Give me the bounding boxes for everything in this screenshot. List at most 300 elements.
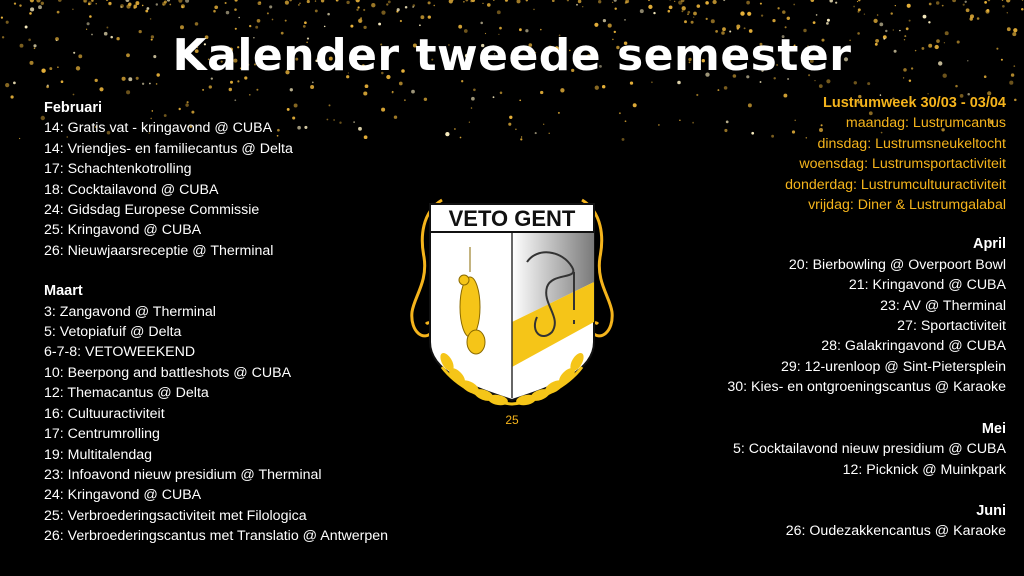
confetti-dot [760, 3, 762, 5]
confetti-dot [640, 9, 644, 13]
confetti-dot [420, 15, 424, 19]
month-heading: Juni [976, 502, 1006, 519]
crest-number-text: 25 [505, 413, 519, 427]
confetti-dot [816, 14, 818, 16]
confetti-dot [826, 22, 829, 25]
confetti-dot [625, 120, 627, 122]
confetti-dot [785, 26, 787, 28]
confetti-dot [681, 10, 683, 12]
confetti-dot [180, 25, 184, 29]
confetti-dot [693, 12, 697, 16]
month-section-maart [44, 281, 388, 546]
confetti-dot [315, 0, 316, 1]
confetti-dot [1006, 0, 1010, 3]
confetti-dot [500, 92, 503, 95]
confetti-dot [83, 0, 87, 3]
confetti-dot [691, 21, 694, 24]
confetti-dot [877, 14, 879, 16]
event-item: maandag: Lustrumcantus [845, 115, 1006, 132]
confetti-dot [653, 12, 655, 14]
confetti-dot [963, 4, 965, 6]
confetti-dot [867, 82, 870, 85]
confetti-dot [508, 123, 511, 126]
event-item: woensdag: Lustrumsportactiviteit [799, 156, 1006, 173]
confetti-dot [923, 15, 927, 19]
confetti-dot [230, 81, 233, 84]
confetti-dot [630, 81, 633, 84]
confetti-dot [873, 19, 877, 23]
confetti-dot [1021, 8, 1024, 11]
confetti-dot [225, 2, 227, 4]
confetti-dot [576, 4, 578, 6]
confetti-dot [985, 9, 989, 13]
event-item: 14: Gratis vat - kringavond @ CUBA [44, 120, 273, 137]
confetti-dot [269, 5, 272, 8]
confetti-dot [928, 21, 930, 23]
confetti-dot [358, 19, 362, 23]
confetti-dot [106, 0, 108, 1]
confetti-dot [582, 6, 583, 7]
confetti-dot [793, 4, 795, 6]
confetti-dot [307, 0, 310, 3]
event-item: 10: Beerpong and battleshots @ CUBA [44, 364, 292, 381]
confetti-dot [19, 4, 21, 6]
month-section-mei [727, 419, 1006, 480]
confetti-dot [298, 4, 300, 6]
confetti-dot [480, 22, 483, 25]
confetti-dot [907, 4, 911, 8]
confetti-dot [560, 88, 564, 92]
event-item: 26: Verbroederingscantus met Translatio @ Antwerpen [44, 528, 389, 545]
confetti-dot [213, 10, 216, 13]
confetti-dot [853, 6, 855, 8]
confetti-dot [687, 13, 689, 15]
confetti-dot [327, 13, 330, 16]
confetti-dot [624, 19, 625, 20]
confetti-dot [392, 91, 394, 93]
confetti-dot [6, 21, 9, 24]
confetti-dot [238, 17, 240, 19]
event-item: 19: Multitalendag [44, 446, 153, 463]
confetti-dot [258, 1, 262, 5]
confetti-dot [516, 0, 520, 3]
confetti-dot [578, 0, 582, 3]
confetti-dot [521, 136, 522, 137]
confetti-dot [202, 89, 204, 91]
confetti-dot [723, 0, 725, 1]
confetti-dot [810, 0, 814, 2]
confetti-dot [356, 9, 358, 11]
confetti-dot [858, 0, 860, 1]
confetti-dot [633, 103, 637, 107]
month-heading: Februari [44, 100, 103, 116]
confetti-dot [674, 1, 675, 2]
confetti-dot [405, 6, 408, 9]
confetti-dot [315, 9, 318, 12]
event-item: 16: Cultuuractiviteit [44, 405, 165, 422]
confetti-dot [411, 90, 415, 94]
lustrum-week-section [727, 93, 1006, 215]
confetti-dot [1002, 0, 1004, 1]
confetti-dot [614, 0, 617, 2]
confetti-dot [336, 0, 339, 2]
confetti-dot [787, 17, 790, 20]
confetti-dot [13, 82, 16, 85]
confetti-dot [697, 4, 701, 8]
confetti-dot [692, 122, 694, 124]
confetti-dot [864, 13, 865, 14]
confetti-dot [460, 137, 462, 139]
confetti-dot [857, 11, 859, 13]
event-item: 12: Themacantus @ Delta [44, 385, 209, 402]
confetti-dot [304, 21, 307, 24]
confetti-dot [126, 4, 130, 8]
confetti-dot [445, 132, 449, 136]
confetti-dot [684, 20, 687, 23]
confetti-dot [1002, 5, 1005, 8]
confetti-dot [41, 2, 44, 5]
confetti-dot [249, 94, 251, 96]
confetti-dot [147, 7, 150, 10]
confetti-dot [428, 1, 431, 4]
confetti-dot [109, 2, 112, 5]
confetti-dot [449, 0, 453, 3]
confetti-dot [558, 112, 560, 114]
event-item: 29: 12-urenloop @ Sint-Pietersplein [781, 358, 1006, 375]
confetti-dot [879, 23, 883, 27]
confetti-dot [267, 12, 269, 14]
confetti-dot [463, 1, 465, 3]
confetti-dot [290, 88, 293, 91]
confetti-dot [909, 20, 911, 22]
confetti-dot [346, 1, 349, 4]
confetti-dot [299, 3, 301, 5]
confetti-dot [162, 3, 164, 5]
confetti-dot [363, 91, 367, 95]
confetti-dot [255, 26, 258, 29]
event-item: 28: Galakringavond @ CUBA [821, 338, 1006, 355]
confetti-dot [658, 124, 659, 125]
confetti-dot [11, 95, 14, 98]
confetti-dot [619, 112, 621, 114]
confetti-dot [73, 94, 75, 96]
confetti-dot [428, 15, 431, 18]
month-heading: Mei [981, 420, 1006, 437]
event-item: 24: Kringavond @ CUBA [44, 487, 202, 504]
confetti-dot [234, 8, 237, 11]
confetti-dot [622, 138, 625, 141]
confetti-dot [249, 25, 251, 27]
confetti-dot [761, 14, 763, 16]
event-item: 24: Gidsdag Europese Commissie [44, 202, 260, 219]
confetti-dot [30, 0, 34, 2]
confetti-dot [677, 81, 681, 85]
event-item: 18: Cocktailavond @ CUBA [44, 181, 219, 198]
crest-name-text: VETO GENT [448, 206, 576, 231]
confetti-dot [150, 18, 152, 20]
confetti-dot [760, 81, 762, 83]
confetti-dot [321, 0, 324, 3]
confetti-dot [397, 8, 400, 11]
confetti-dot [135, 1, 139, 5]
confetti-dot [1009, 81, 1013, 85]
confetti-dot [648, 0, 650, 1]
confetti-dot [548, 133, 549, 134]
confetti-dot [312, 82, 314, 84]
confetti-dot [471, 97, 475, 101]
confetti-dot [195, 22, 199, 26]
confetti-dot [126, 90, 130, 94]
event-item: 26: Oudezakkencantus @ Karaoke [785, 523, 1006, 540]
confetti-dot [712, 0, 716, 4]
confetti-dot [229, 88, 232, 91]
confetti-dot [493, 96, 495, 98]
confetti-dot [668, 10, 671, 13]
confetti-dot [388, 0, 391, 3]
confetti-dot [936, 1, 939, 4]
confetti-dot [289, 0, 292, 1]
confetti-dot [394, 115, 397, 118]
lustrum-heading: Lustrumweek 30/03 - 03/04 [823, 95, 1006, 111]
confetti-dot [19, 138, 20, 139]
confetti-dot [966, 8, 970, 12]
confetti-dot [357, 6, 359, 8]
confetti-dot [567, 0, 569, 1]
confetti-dot [400, 20, 402, 22]
confetti-dot [386, 3, 388, 5]
confetti-dot [614, 7, 616, 9]
confetti-dot [777, 7, 779, 9]
confetti-dot [185, 0, 189, 3]
confetti-dot [952, 0, 956, 2]
confetti-dot [965, 1, 967, 3]
month-heading: Maart [44, 283, 83, 300]
event-item: 5: Vetopiafuif @ Delta [44, 324, 182, 341]
confetti-dot [142, 83, 144, 85]
confetti-dot [782, 10, 786, 14]
confetti-dot [1, 17, 3, 19]
confetti-dot [142, 5, 144, 7]
confetti-dot [257, 19, 261, 23]
confetti-dot [25, 26, 28, 29]
confetti-dot [829, 0, 833, 3]
event-item: 21: Kringavond @ CUBA [848, 277, 1006, 294]
event-item: 30: Kies- en ontgroeningscantus @ Karaoke [727, 379, 1006, 396]
confetti-dot [515, 128, 517, 130]
confetti-dot [5, 83, 9, 87]
confetti-dot [365, 84, 369, 88]
confetti-dot [984, 1, 987, 4]
confetti-dot [169, 4, 171, 6]
event-item: 3: Zangavond @ Therminal [44, 303, 216, 320]
confetti-dot [167, 0, 170, 2]
confetti-dot [598, 0, 601, 3]
confetti-dot [705, 1, 709, 5]
confetti-dot [1007, 12, 1008, 13]
confetti-dot [651, 81, 653, 83]
confetti-dot [106, 27, 108, 29]
confetti-dot [350, 25, 353, 28]
confetti-dot [324, 26, 326, 28]
event-item: 17: Centrumrolling [44, 426, 160, 443]
confetti-dot [552, 0, 555, 2]
confetti-dot [371, 3, 375, 7]
confetti-dot [72, 8, 74, 10]
confetti-dot [285, 20, 287, 22]
confetti-dot [669, 5, 673, 9]
confetti-dot [47, 84, 49, 86]
confetti-dot [891, 12, 893, 14]
confetti-dot [378, 23, 381, 26]
confetti-dot [363, 26, 366, 29]
event-item: 17: Schachtenkotrolling [44, 161, 192, 178]
confetti-dot [540, 91, 543, 94]
confetti-dot [126, 0, 130, 2]
confetti-dot [487, 3, 491, 7]
month-section-april [727, 234, 1006, 397]
confetti-dot [178, 0, 182, 3]
confetti-dot [145, 10, 148, 13]
confetti-dot [96, 3, 97, 4]
confetti-dot [310, 85, 314, 89]
confetti-dot [256, 89, 258, 91]
confetti-dot [612, 2, 613, 3]
confetti-dot [535, 132, 537, 134]
confetti-dot [149, 83, 151, 85]
confetti-dot [133, 6, 135, 8]
confetti-dot [381, 11, 385, 15]
month-heading: April [972, 236, 1006, 253]
confetti-dot [234, 0, 237, 2]
confetti-dot [493, 0, 495, 1]
confetti-dot [669, 0, 670, 1]
confetti-dot [99, 87, 103, 91]
confetti-dot [594, 23, 598, 27]
confetti-dot [603, 19, 606, 22]
page-title: Kalender tweede semester [172, 30, 852, 81]
confetti-dot [772, 19, 775, 22]
confetti-dot [58, 0, 62, 2]
confetti-dot [57, 11, 60, 14]
confetti-dot [744, 27, 746, 29]
confetti-dot [29, 12, 32, 15]
confetti-dot [988, 0, 991, 1]
confetti-dot [543, 124, 544, 125]
confetti-dot [509, 116, 512, 119]
confetti-dot [482, 3, 483, 4]
confetti-dot [91, 0, 94, 2]
confetti-dot [687, 11, 690, 14]
confetti-dot [747, 12, 751, 16]
confetti-dot [608, 24, 612, 28]
confetti-dot [303, 25, 306, 28]
confetti-dot [120, 4, 124, 8]
confetti-dot [454, 128, 456, 130]
confetti-dot [156, 3, 158, 5]
event-item: 27: Sportactiviteit [897, 318, 1006, 335]
confetti-dot [857, 1, 858, 2]
confetti-dot [214, 5, 218, 9]
confetti-dot [682, 6, 686, 10]
confetti-dot [827, 19, 830, 22]
event-item: dinsdag: Lustrumsneukeltocht [817, 135, 1006, 152]
confetti-dot [602, 85, 605, 88]
confetti-dot [404, 99, 406, 101]
confetti-dot [419, 24, 421, 26]
event-item: 25: Verbroederingsactiviteit met Filologica [44, 507, 307, 524]
confetti-dot [363, 9, 365, 11]
confetti-dot [746, 1, 750, 5]
event-item: 25: Kringavond @ CUBA [44, 222, 202, 239]
confetti-dot [835, 2, 837, 4]
confetti-dot [717, 89, 719, 91]
confetti-dot [520, 138, 522, 140]
confetti-dot [88, 1, 92, 5]
event-item: 26: Nieuwjaarsreceptie @ Therminal [44, 242, 274, 259]
confetti-dot [87, 22, 90, 25]
event-item: 12: Picknick @ Muinkpark [842, 461, 1006, 478]
confetti-dot [473, 88, 476, 91]
confetti-dot [648, 5, 652, 9]
confetti-dot [30, 7, 34, 11]
veto-gent-crest-logo [402, 192, 622, 432]
event-item: 20: Bierbowling @ Overpoort Bowl [788, 256, 1006, 273]
confetti-dot [465, 0, 468, 1]
confetti-dot [272, 19, 274, 21]
confetti-dot [1022, 0, 1023, 1]
event-item: donderdag: Lustrumcultuuractiviteit [785, 176, 1006, 193]
confetti-dot [89, 15, 92, 18]
confetti-dot [819, 84, 823, 88]
confetti-dot [226, 11, 229, 14]
confetti-dot [595, 86, 599, 90]
confetti-dot [434, 5, 435, 6]
confetti-dot [519, 99, 521, 101]
confetti-dot [38, 5, 42, 9]
event-item: 6-7-8: VETOWEEKEND [44, 344, 196, 361]
confetti-dot [209, 85, 212, 88]
confetti-dot [526, 0, 528, 2]
confetti-dot [356, 0, 360, 2]
confetti-dot [470, 0, 472, 2]
confetti-dot [14, 2, 16, 4]
confetti-dot [181, 4, 185, 8]
confetti-dot [813, 21, 816, 24]
confetti-dot [929, 3, 932, 6]
confetti-dot [471, 107, 473, 109]
confetti-dot [497, 10, 501, 14]
right-calendar-column [727, 93, 1006, 542]
confetti-dot [706, 18, 708, 20]
event-item: 14: Vriendjes- en familiecantus @ Delta [44, 140, 293, 157]
confetti-dot [679, 120, 681, 122]
confetti-dot [895, 5, 896, 6]
confetti-dot [969, 17, 972, 20]
confetti-dot [740, 11, 744, 15]
confetti-dot [399, 82, 403, 86]
confetti-dot [424, 98, 427, 101]
event-item: 5: Cocktailavond nieuw presidium @ CUBA [732, 441, 1006, 458]
month-section-februari [44, 98, 388, 261]
confetti-dot [458, 25, 462, 29]
left-calendar-column [44, 98, 388, 547]
confetti-dot [696, 94, 698, 96]
event-item: 23: AV @ Therminal [880, 297, 1006, 314]
confetti-dot [693, 17, 694, 18]
confetti-dot [942, 5, 944, 7]
confetti-dot [36, 0, 40, 2]
confetti-dot [977, 17, 980, 20]
